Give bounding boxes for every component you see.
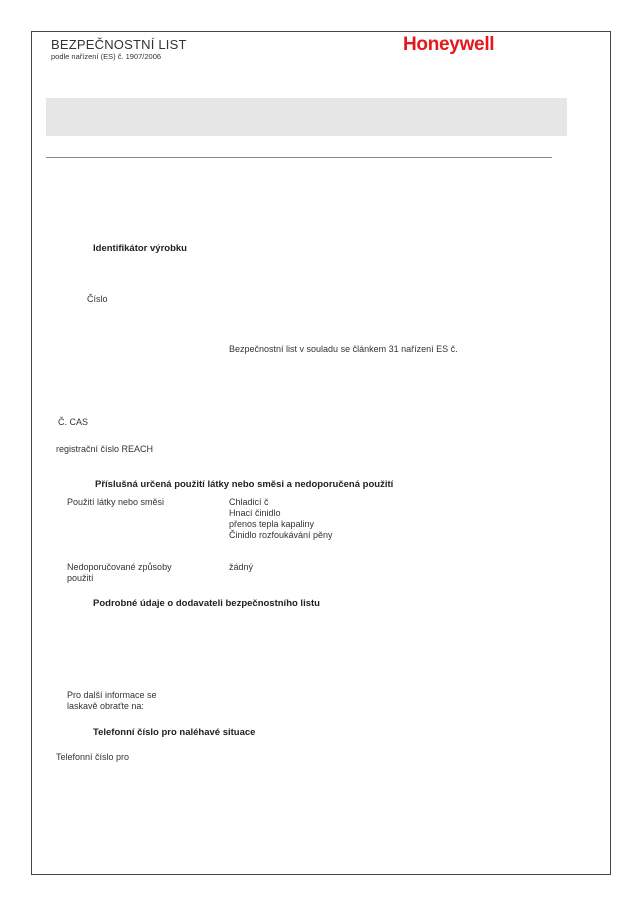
divider bbox=[46, 157, 552, 158]
brand-logo: Honeywell bbox=[403, 34, 495, 55]
cas-label: Č. CAS bbox=[58, 417, 89, 427]
regulation-subtitle: podle nařízení (ES) č. 1907/2006 bbox=[51, 52, 162, 61]
uses-heading: Příslušná určená použití látky nebo směsi a nedoporučená použití bbox=[95, 479, 394, 490]
product-identifier-heading: Identifikátor výrobku bbox=[93, 243, 187, 254]
use-label: Použití látky nebo směsi bbox=[67, 497, 165, 507]
not-recommended-label-line2: použití bbox=[67, 573, 94, 583]
not-recommended-value: žádný bbox=[229, 562, 254, 572]
phone-label: Telefonní číslo pro bbox=[56, 752, 130, 762]
compliance-note: Bezpečnostní list v souladu se článkem 31 nařízení ES č. bbox=[229, 344, 458, 354]
use-value-3: přenos tepla kapaliny bbox=[229, 519, 315, 529]
number-label: Číslo bbox=[87, 294, 108, 304]
use-value-1: Chladicí č bbox=[229, 497, 269, 507]
use-value-2: Hnací činidlo bbox=[229, 508, 281, 518]
supplier-heading: Podrobné údaje o dodavateli bezpečnostního listu bbox=[93, 598, 320, 609]
document-title: BEZPEČNOSTNÍ LIST bbox=[51, 37, 187, 52]
use-value-4: Činidlo rozfoukávání pěny bbox=[229, 530, 333, 540]
not-recommended-label-line1: Nedoporučované způsoby bbox=[67, 562, 172, 572]
emergency-heading: Telefonní číslo pro naléhavé situace bbox=[93, 727, 256, 738]
header-band bbox=[46, 98, 567, 136]
reach-label: registrační číslo REACH bbox=[56, 444, 154, 454]
more-info-label-line2: laskavě obraťte na: bbox=[67, 701, 144, 711]
more-info-label-line1: Pro další informace se bbox=[67, 690, 157, 700]
